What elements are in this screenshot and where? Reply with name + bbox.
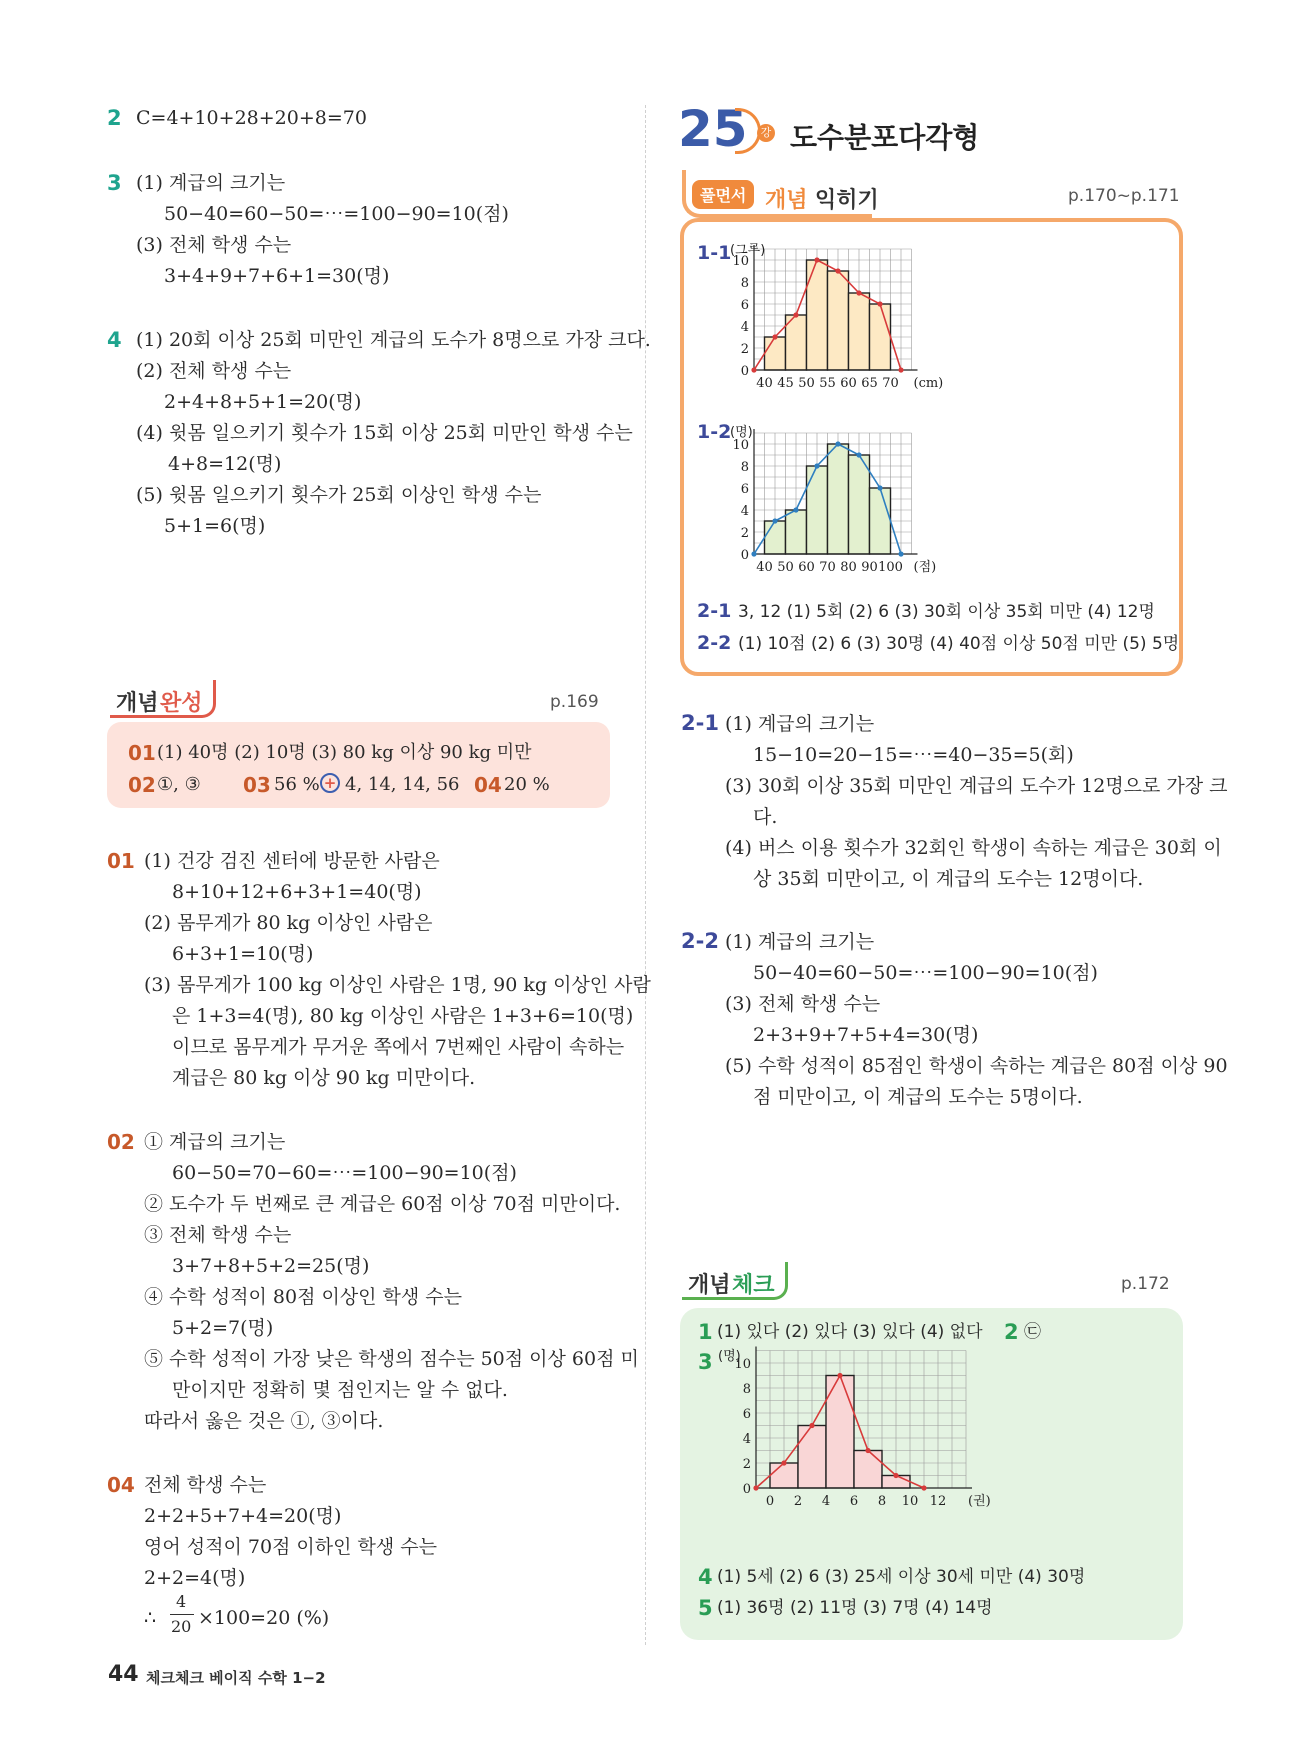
- y-tick-label: 0: [740, 364, 749, 379]
- complete-04-answer: 20 %: [504, 774, 550, 795]
- check-4-number: 4: [698, 1565, 713, 1589]
- y-tick-label: 4: [742, 1432, 751, 1447]
- p11-label: 1-1: [697, 242, 732, 264]
- practice-badge: 풀면서: [692, 180, 754, 209]
- a04-fraction-bar: [170, 1614, 194, 1615]
- polygon-point: [898, 551, 903, 556]
- a02-line9: 만이지만 정확히 몇 점인지는 알 수 없다.: [172, 1379, 508, 1401]
- y-tick-label: 8: [742, 1382, 751, 1397]
- a01-line7: 이므로 몸무게가 무거운 쪽에서 7번째인 사람이 속하는: [172, 1036, 625, 1058]
- x-tick-label: 10: [901, 1494, 919, 1509]
- y-tick-label: 2: [740, 526, 749, 541]
- polygon-point: [835, 441, 840, 446]
- q4-line7: 5+1=6(명): [164, 515, 266, 537]
- plus-icon: +: [320, 773, 340, 793]
- q2-number: 2: [107, 106, 122, 130]
- polygon-point: [893, 1473, 898, 1478]
- p22-answer: (1) 10점 (2) 6 (3) 30명 (4) 40점 이상 50점 미만 (5) 5명: [738, 634, 1180, 654]
- q4-line2: (2) 전체 학생 수는: [136, 360, 292, 382]
- e21-number: 2-1: [681, 711, 719, 735]
- y-axis-label: (그루): [730, 243, 766, 258]
- a01-line6: 은 1+3=4(명), 80 kg 이상인 사람은 1+3+6=10(명): [172, 1005, 634, 1027]
- y-tick-label: 6: [740, 482, 749, 497]
- lesson-number: 25: [678, 100, 748, 158]
- q3-line2: 50−40=60−50=⋯=100−90=10(점): [164, 203, 509, 225]
- y-tick-label: 10: [732, 438, 749, 453]
- complete-04-number: 04: [474, 773, 502, 797]
- y-tick-label: 8: [740, 276, 749, 291]
- complete-01-number: 01: [128, 741, 156, 765]
- y-tick-label: 4: [740, 320, 749, 335]
- y-tick-label: 2: [742, 1457, 751, 1472]
- e22-line4: 2+3+9+7+5+4=30(명): [753, 1024, 979, 1046]
- lesson-gang-badge: 강: [757, 124, 775, 142]
- a02-line3: ② 도수가 두 번째로 큰 계급은 60점 이상 70점 미만이다.: [144, 1193, 621, 1215]
- q4-line1: (1) 20회 이상 25회 미만인 계급의 도수가 8명으로 가장 크다.: [136, 329, 651, 351]
- histogram-bar: [786, 510, 807, 554]
- q4-line3: 2+4+8+5+1=20(명): [164, 391, 362, 413]
- complete-02-number: 02: [128, 773, 156, 797]
- polygon-point: [898, 367, 903, 372]
- x-tick-label: 0: [765, 1494, 775, 1509]
- p22-label: 2-2: [697, 632, 732, 654]
- x-tick-label: 40: [756, 560, 773, 575]
- a04-line3: 영어 성적이 70점 이하인 학생 수는: [144, 1536, 437, 1558]
- polygon-point: [772, 518, 777, 523]
- practice-tag-b: 익히기: [815, 188, 879, 213]
- a04-line2: 2+2+5+7+4=20(명): [144, 1505, 342, 1527]
- footer-page-number: 44: [108, 1662, 139, 1687]
- histogram-bar: [765, 521, 786, 554]
- x-tick-label: 6: [849, 1494, 859, 1509]
- e21-line5: (4) 버스 이용 횟수가 32회인 학생이 속하는 계급은 30회 이: [725, 837, 1222, 859]
- a01-line3: (2) 몸무게가 80 kg 이상인 사람은: [144, 912, 433, 934]
- y-tick-label: 0: [740, 548, 749, 563]
- histogram-bar: [765, 337, 786, 370]
- polygon-point: [751, 367, 756, 372]
- check-tag-a: 개념: [688, 1273, 731, 1298]
- check-5-number: 5: [698, 1596, 713, 1620]
- polygon-point: [814, 463, 819, 468]
- a02-line6: ④ 수학 성적이 80점 이상인 학생 수는: [144, 1286, 463, 1308]
- e22-line2: 50−40=60−50=⋯=100−90=10(점): [753, 962, 1098, 984]
- y-tick-label: 4: [740, 504, 749, 519]
- y-tick-label: 6: [742, 1407, 751, 1422]
- a04-line1: 전체 학생 수는: [144, 1474, 267, 1496]
- check-3-number: 3: [698, 1350, 713, 1374]
- histogram-bar: [807, 260, 828, 370]
- polygon-point: [814, 257, 819, 262]
- chart-1-1: [730, 242, 1000, 412]
- histogram-bar: [770, 1463, 798, 1488]
- polygon-point: [793, 507, 798, 512]
- e21-line2: 15−10=20−15=⋯=40−35=5(회): [753, 744, 1074, 766]
- q3-line1: (1) 계급의 크기는: [136, 172, 286, 194]
- q4-line5: 4+8=12(명): [168, 453, 282, 475]
- histogram-bar: [798, 1426, 826, 1489]
- histogram-bar: [807, 466, 828, 554]
- check-1-answer: (1) 있다 (2) 있다 (3) 있다 (4) 없다: [717, 1322, 983, 1342]
- complete-answer-box: [107, 722, 610, 808]
- histogram-bar: [849, 293, 870, 370]
- a01-number: 01: [107, 849, 135, 873]
- e21-line6: 상 35회 미만이고, 이 계급의 도수는 12명이다.: [753, 868, 1144, 890]
- complete-03-answer: 56 %: [274, 774, 320, 795]
- complete-02-answer: ①, ③: [157, 774, 201, 795]
- a02-line8: ⑤ 수학 성적이 가장 낮은 학생의 점수는 50점 이상 60점 미: [144, 1348, 639, 1370]
- a01-line4: 6+3+1=10(명): [172, 943, 314, 965]
- polygon-point: [781, 1460, 786, 1465]
- histogram-bar: [870, 304, 891, 370]
- e21-line1: (1) 계급의 크기는: [725, 713, 875, 735]
- e21-line4: 다.: [753, 806, 778, 828]
- a04-number: 04: [107, 1473, 135, 1497]
- footer-book-title: 체크체크 베이직 수학 1−2: [146, 1669, 326, 1687]
- y-axis-label: (명): [730, 425, 753, 440]
- polygon-point: [877, 485, 882, 490]
- histogram-bar: [854, 1451, 882, 1489]
- x-tick-label: 12: [929, 1494, 947, 1509]
- x-tick-label: 8: [877, 1494, 887, 1509]
- chart-3: [718, 1348, 991, 1523]
- x-tick-label: 70: [882, 376, 899, 391]
- polygon-point: [877, 301, 882, 306]
- x-axis-label: (점): [913, 560, 937, 575]
- complete-tag-b: 완성: [160, 691, 203, 716]
- x-tick-label: 90: [861, 560, 878, 575]
- polygon-point: [921, 1485, 926, 1490]
- practice-page: p.170~p.171: [1068, 186, 1180, 206]
- x-tick-label: 60: [798, 560, 815, 575]
- a01-line8: 계급은 80 kg 이상 90 kg 미만이다.: [172, 1067, 476, 1089]
- a02-line7: 5+2=7(명): [172, 1317, 274, 1339]
- a02-line5: 3+7+8+5+2=25(명): [172, 1255, 370, 1277]
- a02-line2: 60−50=70−60=⋯=100−90=10(점): [172, 1162, 517, 1184]
- x-tick-label: 100: [878, 560, 903, 575]
- q3-line4: 3+4+9+7+6+1=30(명): [164, 265, 390, 287]
- e21-line3: (3) 30회 이상 35회 미만인 계급의 도수가 12명으로 가장 크: [725, 775, 1228, 797]
- x-tick-label: 65: [861, 376, 878, 391]
- x-tick-label: 4: [821, 1494, 831, 1509]
- x-tick-label: 60: [840, 376, 857, 391]
- complete-01-answer: (1) 40명 (2) 10명 (3) 80 kg 이상 90 kg 미만: [157, 742, 532, 763]
- check-2-answer: ㉢: [1024, 1322, 1041, 1342]
- complete-03-number: 03: [243, 773, 271, 797]
- polygon-point: [865, 1448, 870, 1453]
- polygon-point: [753, 1485, 758, 1490]
- x-tick-label: 2: [793, 1494, 803, 1509]
- p21-answer: 3, 12 (1) 5회 (2) 6 (3) 30회 이상 35회 미만 (4) 12명: [738, 602, 1155, 622]
- q3-line3: (3) 전체 학생 수는: [136, 234, 292, 256]
- histogram-bar: [870, 488, 891, 554]
- y-tick-label: 0: [742, 1482, 751, 1497]
- q4-line6: (5) 윗몸 일으키기 횟수가 25회 이상인 학생 수는: [136, 484, 542, 506]
- q4-number: 4: [107, 328, 122, 352]
- lesson-title: 도수분포다각형: [790, 121, 980, 154]
- polygon-point: [856, 452, 861, 457]
- practice-tag-a: 개념: [765, 188, 808, 213]
- complete-tag-a: 개념: [116, 691, 159, 716]
- a02-number: 02: [107, 1130, 135, 1154]
- y-tick-label: 2: [740, 342, 749, 357]
- x-tick-label: 70: [819, 560, 836, 575]
- complete-03-answer-extra: 4, 14, 14, 56: [345, 774, 460, 795]
- histogram-bar: [828, 444, 849, 554]
- polygon-point: [809, 1423, 814, 1428]
- polygon-point: [837, 1373, 842, 1378]
- check-tag-b: 체크: [732, 1273, 775, 1298]
- a02-line4: ③ 전체 학생 수는: [144, 1224, 292, 1246]
- x-tick-label: 45: [777, 376, 794, 391]
- check-5-answer: (1) 36명 (2) 11명 (3) 7명 (4) 14명: [717, 1598, 993, 1618]
- check-page: p.172: [1121, 1274, 1170, 1294]
- a01-line2: 8+10+12+6+3+1=40(명): [172, 881, 422, 903]
- complete-page: p.169: [550, 692, 599, 712]
- x-axis-label: (권): [968, 1494, 991, 1509]
- q2-text: C=4+10+28+20+8=70: [136, 107, 367, 129]
- chart-1-2: [730, 426, 1000, 596]
- a04-fraction-numerator: 4: [176, 1592, 187, 1611]
- a04-line5: ×100=20 (%): [198, 1607, 330, 1629]
- e22-line1: (1) 계급의 크기는: [725, 931, 875, 953]
- a04-fraction-denominator: 20: [171, 1617, 192, 1636]
- e22-number: 2-2: [681, 929, 719, 953]
- polygon-point: [856, 290, 861, 295]
- y-axis-label: (명): [718, 1349, 741, 1364]
- q3-number: 3: [107, 171, 122, 195]
- polygon-point: [793, 312, 798, 317]
- check-2-number: 2: [1004, 1320, 1019, 1344]
- histogram-bar: [849, 455, 870, 554]
- p21-label: 2-1: [697, 600, 732, 622]
- a02-line10: 따라서 옳은 것은 ①, ③이다.: [144, 1410, 384, 1432]
- histogram-bar: [828, 271, 849, 370]
- e22-line6: 점 미만이고, 이 계급의 도수는 5명이다.: [753, 1086, 1083, 1108]
- check-4-answer: (1) 5세 (2) 6 (3) 25세 이상 30세 미만 (4) 30명: [717, 1567, 1086, 1587]
- p12-label: 1-2: [697, 421, 732, 443]
- q4-line4: (4) 윗몸 일으키기 횟수가 15회 이상 25회 미만인 학생 수는: [136, 422, 633, 444]
- y-tick-label: 10: [734, 1357, 751, 1372]
- a02-line1: ① 계급의 크기는: [144, 1131, 286, 1153]
- x-tick-label: 50: [777, 560, 794, 575]
- a04-therefore: ∴: [144, 1607, 157, 1629]
- a01-line1: (1) 건강 검진 센터에 방문한 사람은: [144, 850, 440, 872]
- x-tick-label: 40: [756, 376, 773, 391]
- x-tick-label: 55: [819, 376, 836, 391]
- y-tick-label: 6: [740, 298, 749, 313]
- check-1-number: 1: [698, 1320, 713, 1344]
- polygon-point: [835, 268, 840, 273]
- a04-line4: 2+2=4(명): [144, 1567, 246, 1589]
- y-tick-label: 8: [740, 460, 749, 475]
- x-axis-label: (cm): [913, 376, 944, 391]
- x-tick-label: 50: [798, 376, 815, 391]
- x-tick-label: 80: [840, 560, 857, 575]
- e22-line3: (3) 전체 학생 수는: [725, 993, 881, 1015]
- a01-line5: (3) 몸무게가 100 kg 이상인 사람은 1명, 90 kg 이상인 사람: [144, 974, 651, 996]
- polygon-point: [751, 551, 756, 556]
- e22-line5: (5) 수학 성적이 85점인 학생이 속하는 계급은 80점 이상 90: [725, 1055, 1228, 1077]
- polygon-point: [772, 334, 777, 339]
- y-tick-label: 10: [732, 254, 749, 269]
